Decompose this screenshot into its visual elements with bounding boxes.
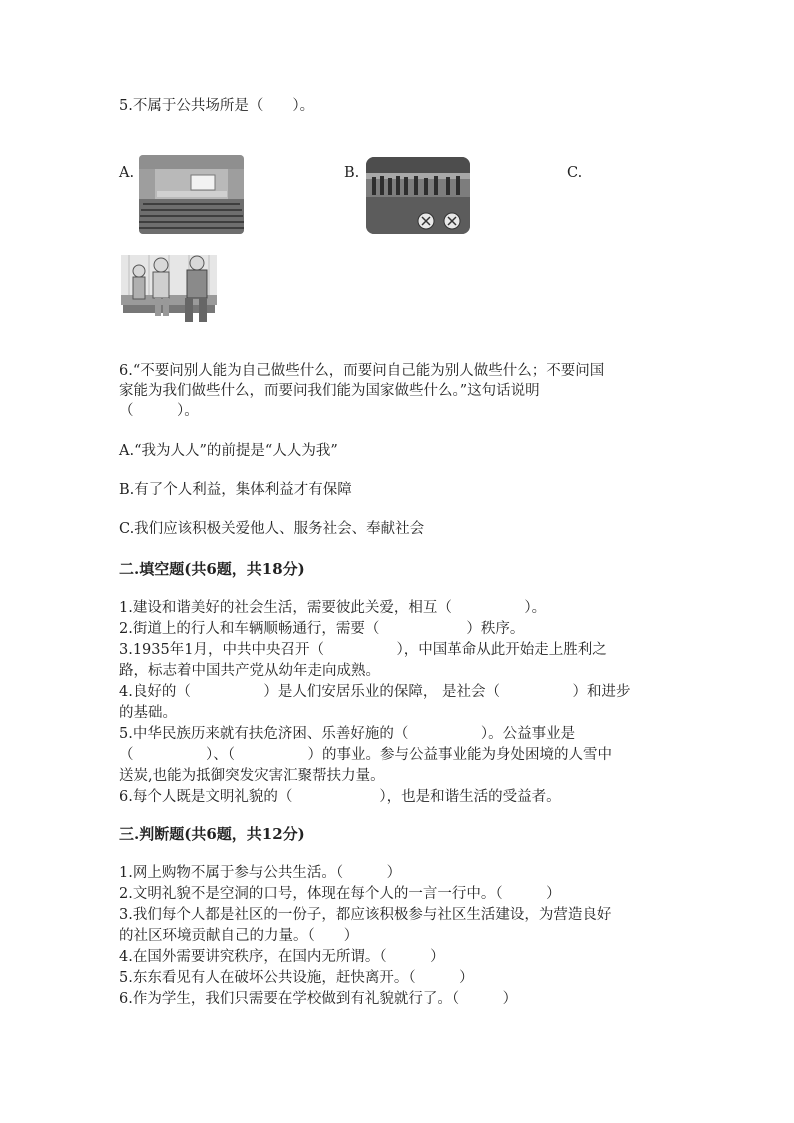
fill-line: 路，标志着中国共产党从幼年走向成熟。 [119,663,380,679]
auditorium-illustration [139,155,244,234]
fill-section-heading: 二.填空题(共6题，共18分) [119,560,305,578]
fill-line: 送炭,也能为抵御突发灾害汇聚帮扶力量。 [119,768,385,784]
q6-option-a: A.“我为人人”的前提是“人人为我” [119,443,338,459]
fill-line: （ ）、（ ）的事业。参与公益事业能为身处困境的人雪中 [119,747,612,763]
judge-line: 1.网上购物不属于参与公共生活。（ ） [119,865,402,881]
q6-option-b: B.有了个人利益，集体利益才有保障 [119,482,352,498]
football-field-illustration [366,157,470,234]
family-on-bench-illustration [119,249,219,329]
q5-option-a-label: A. [119,165,135,181]
fill-line: 4.良好的（ ）是人们安居乐业的保障， 是社会（ ）和进步 [119,684,631,700]
judge-line: 6.作为学生，我们只需要在学校做到有礼貌就行了。（ ） [119,991,518,1007]
judge-section-heading: 三.判断题(共6题，共12分) [119,825,305,843]
judge-line: 2.文明礼貌不是空洞的口号，体现在每个人的一言一行中。（ ） [119,886,561,902]
family-bench-image [119,249,219,329]
judge-line: 3.我们每个人都是社区的一份子，都应该积极参与社区生活建设，为营造良好 [119,907,612,923]
fill-line: 3.1935年1月，中共中央召开（ ），中国革命从此开始走上胜利之 [119,642,607,658]
auditorium-image [139,155,244,234]
q5-stem: 5.不属于公共场所是（ ）。 [119,98,315,114]
fill-line: 6.每个人既是文明礼貌的（ ），也是和谐生活的受益者。 [119,789,561,805]
judge-line: 5.东东看见有人在破坏公共设施，赶快离开。（ ） [119,970,474,986]
q6-stem-line-2: 家能为我们做些什么，而要问我们能为国家做些什么。”这句话说明 [119,383,540,399]
q6-stem-line-3: （ ）。 [119,403,199,419]
fill-line: 2.街道上的行人和车辆顺畅通行，需要（ ）秩序。 [119,621,525,637]
football-training-image [366,157,470,234]
q5-option-b-label: B. [344,165,360,181]
judge-line: 的社区环境贡献自己的力量。（ ） [119,928,359,944]
q5-option-c-label: C. [567,165,583,181]
q6-option-c: C.我们应该积极关爱他人、服务社会、奉献社会 [119,521,425,537]
fill-line: 5.中华民族历来就有扶危济困、乐善好施的（ ）。公益事业是 [119,726,576,742]
fill-line: 1.建设和谐美好的社会生活，需要彼此关爱，相互（ ）。 [119,600,547,616]
judge-line: 4.在国外需要讲究秩序，在国内无所谓。（ ） [119,949,445,965]
fill-line: 的基础。 [119,705,177,721]
q6-stem-line-1: 6.“不要问别人能为自己做些什么，而要问自己能为别人做些什么；不要问国 [119,363,605,379]
